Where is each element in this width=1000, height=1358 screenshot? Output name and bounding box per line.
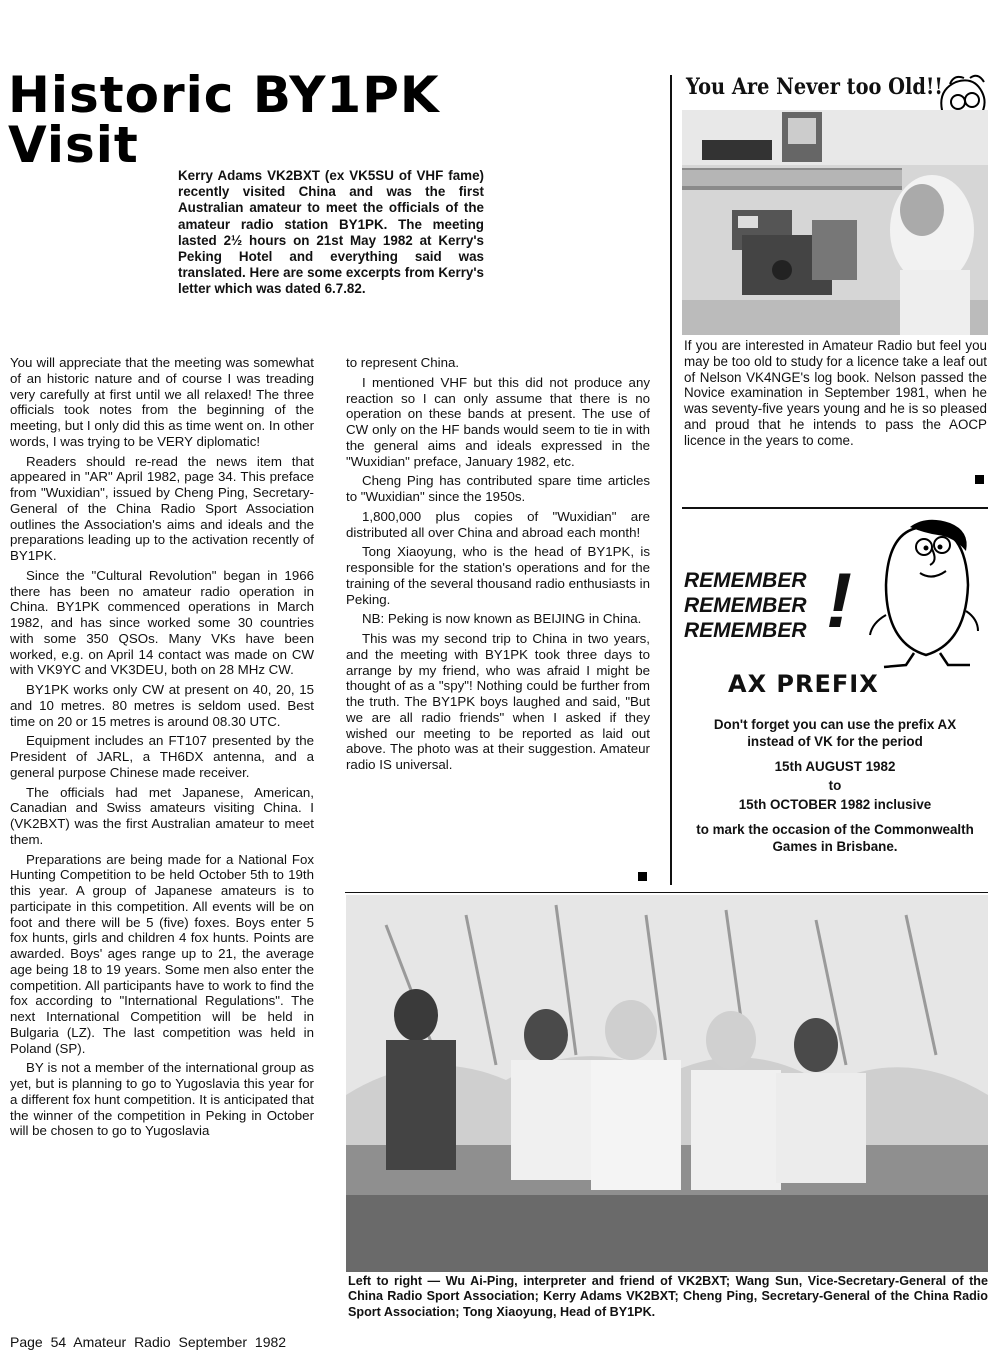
ax-date-to: 15th OCTOBER 1982 inclusive [738, 797, 932, 812]
ax-prefix-title: AX PREFIX [728, 670, 879, 698]
column-divider [670, 75, 672, 885]
paragraph: BY is not a member of the international group as yet, but is planning to go to Yugoslavia this year for a different fox hunt competition. It is anticipated that the winner of the competition in Peking in October will be chosen to go to Yugoslavia [10, 1060, 314, 1139]
paragraph: This was my second trip to China in two years, and the meeting with BY1PK took three days to arrange by my friend, who was afraid I might be thought of as a "spy"! Nothing could be further from the truth. The BY1PK boys laughed and said, "But we are all radio friends" when I asked if they wished our meeting to be reported as laid out above. The photo was at their suggestion. Amateur radio IS universal. [346, 631, 650, 772]
ax-line-2: to mark the occasion of the Commonwealth Games in Brisbane. [696, 822, 974, 854]
sidebar-old-text: If you are interested in Amateur Radio but feel you may be too old to study for a licence take a leaf out of Nelson VK4NGE's log book. Nelson passed the Novice examination in September 1981, when he was seventy-five years young and he is so pleased and proud that he intends to pass the AOCP licence in the years to come. [684, 338, 987, 448]
article-end-mark [638, 872, 647, 881]
article-intro: Kerry Adams VK2BXT (ex VK5SU of VHF fame) recently visited China and was the first Australian amateur to meet the officials of the amateur radio station BY1PK. The meeting lasted 2½ hours on 21st May 1982 at Kerry's Peking Hotel and everything said was translated. Here are some excerpts from Kerry's letter which was dated 6.7.82. [178, 168, 484, 297]
ax-date-from: 15th AUGUST 1982 [774, 759, 896, 774]
sidebar-old-end-mark [975, 475, 984, 484]
article-column-1 [10, 355, 314, 1143]
paragraph: I mentioned VHF but this did not produce any reaction so I can only assume that there is no operation on these bands at present. The use of CW only on the HF bands would seem to tie in with the general aims and ideals expressed in the "Wuxidian" preface, January 1982, etc. [346, 374, 650, 469]
remember-exclamation: ! [826, 556, 852, 644]
sidebar-divider [682, 507, 988, 509]
ax-date-to-word: to [828, 778, 842, 793]
paragraph: Preparations are being made for a National Fox Hunting Competition to be held October 5th to 19th this year. A group of Japanese amateurs is to participate in this competition. All events will be on foot and there will be 5 (five) foxes. Boys enter 5 fox hunts, girls and children 4 fox hunts. Points are awarded. Boys' ages range up to 21, the average age being 18 to 19 years. Some men also enter the competition. All participants have to work to find the fox according to "International Regulations". The next International Competition will be held in Bulgaria (LZ). The last competition was held in Poland (SP). [10, 851, 314, 1056]
page-footer: Page 54 Amateur Radio September 1982 [10, 1334, 287, 1350]
headline-line-1: Historic BY1PK [8, 66, 440, 124]
headline-line-2: Visit [8, 116, 139, 174]
photo-top-rule [345, 892, 988, 893]
paragraph: Since the "Cultural Revolution" began in 1966 there has been no amateur radio operation in China. BY1PK commenced operations in March 1982, and has since worked some 30 countries with some 350 QSOs. Many VKs have been worked, e.g. on April 14 contact was made on CW with VK9YC and VK3DEU, both on 28 MHz CW. [10, 567, 314, 678]
paragraph: The officials had met Japanese, American, Canadian and Swiss amateurs visiting China. I (VK2BXT) was the first Australian amateur to meet them. [10, 784, 314, 847]
remember-line-3: REMEMBER [684, 619, 807, 642]
article-headline [8, 66, 568, 174]
paragraph: to represent China. [346, 355, 460, 370]
paragraph: Equipment includes an FT107 presented by the President of JARL, a TH6DX antenna, and a general purpose Chinese made receiver. [10, 733, 314, 780]
paragraph: BY1PK works only CW at present on 40, 20, 15 and 10 metres. 80 metres is seldom used. Best time on 20 or 15 metres is around 08.30 UTC. [10, 682, 314, 729]
remember-line-2: REMEMBER [684, 594, 807, 617]
paragraph: 1,800,000 plus copies of "Wuxidian" are distributed all over China and abroad each month! [346, 508, 650, 540]
paragraph: You will appreciate that the meeting was somewhat of an historic nature and of course I was treading very carefully at first until we all relaxed! The three officials took notes from the beginning of the meeting, but I only did this as time went on. In other words, I was trying to be VERY diplomatic! [10, 355, 314, 449]
ax-prefix-text [690, 716, 980, 863]
paragraph: Cheng Ping has contributed spare time articles to "Wuxidian" since the 1950s. [346, 473, 650, 504]
egg-man-cartoon-icon [866, 515, 981, 675]
paragraph: NB: Peking is now known as BEIJING in China. [362, 611, 642, 627]
group-photo-caption: Left to right — Wu Ai-Ping, interpreter and friend of VK2BXT; Wang Sun, Vice-Secretary-General of the China Radio Sport Association; Kerry Adams VK2BXT; Cheng Ping, Secretary-General of the China Radio Sport Association; Tong Xiaoyung, Head of BY1PK. [348, 1274, 988, 1319]
group-photo [346, 895, 988, 1272]
paragraph: Tong Xiaoyung, who is the head of BY1PK, is responsible for the station's operations and for the training of the several thousand radio enthusiasts in Peking. [346, 544, 650, 607]
sidebar-old-title: You Are Never too Old!! [686, 74, 943, 100]
article-column-2 [346, 355, 650, 777]
remember-line-1: REMEMBER [684, 569, 807, 592]
old-operator-photo [682, 110, 988, 335]
ax-line-1: Don't forget you can use the prefix AX instead of VK for the period [713, 717, 957, 749]
paragraph: Readers should re-read the news item that appeared in "AR" April 1982, page 34. This preface from "Wuxidian", issued by Cheng Ping, Secretary-General of the China Radio Sport Association outlines the Association's aims and ideals and the preparations leading up to the activation recently of BY1PK. [10, 453, 314, 563]
remember-block [684, 568, 807, 643]
